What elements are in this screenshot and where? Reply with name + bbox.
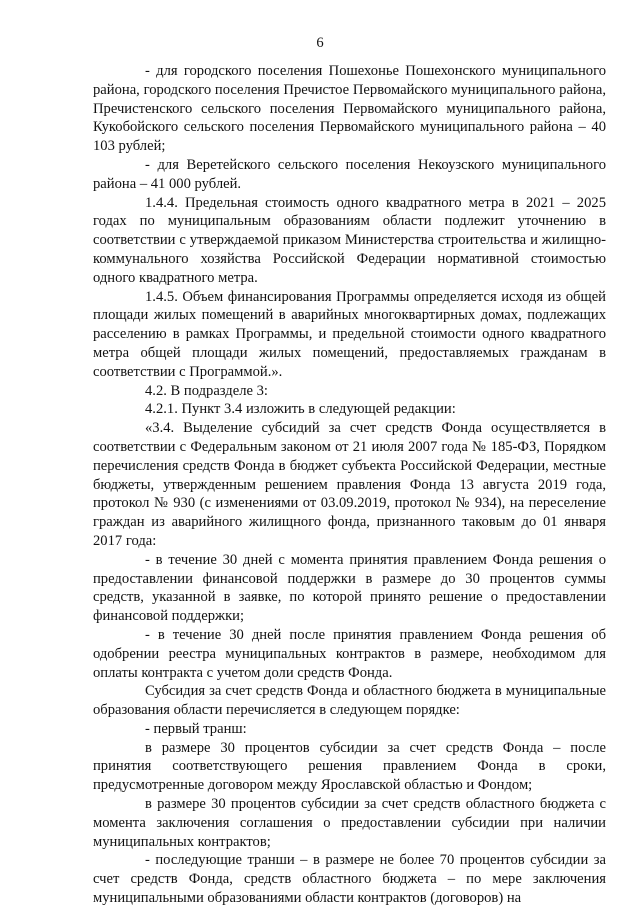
paragraph-4-2-1: 4.2.1. Пункт 3.4 изложить в следующей редакции: [145,401,456,418]
paragraph-first-tranche: - первый транш: [145,720,247,737]
paragraph-vereteyskoe-price: - для Веретейского сельского поселения Некоузского муниципального района – 41 000 рублей. [93,156,606,192]
paragraph-3-4: «3.4. Выделение субсидий за счет средств Фонда осуществляется в соответствии с Федеральным законом от 21 июля 2007 года № 185-ФЗ, Порядком перечисления средств Фонда в бюджет субъекта Российской Федерации, местные бюджеты, утвержденным решением правления Фонда 13 августа 2019 года, протокол № 930 (с изменениями от 03.09.2019, протокол № 934), на переселение граждан из аварийного жилищного фонда, признанного таковым до 01 января 2017 года: [93,420,606,549]
paragraph-subsidy-order: Субсидия за счет средств Фонда и областного бюджета в муниципальные образования области перечисляется в следующем порядке: [93,683,606,719]
paragraph-poshekhonye-price: - для городского поселения Пошехонье Пошехонского муниципального района, городского поселения Пречистое Первомайского муниципального района, Пречистенского сельского поселения Первомайского муниципального района, Кукобойского сельского поселения Первомайского муниципального района – 40 103 рублей; [93,63,606,155]
document-body [93,62,606,908]
paragraph-1-4-5: 1.4.5. Объем финансирования Программы определяется исходя из общей площади жилых помещений в аварийных многоквартирных домах, подлежащих расселению в рамках Программы, и предельной стоимости одного квадратного метра общей площади жилых помещений, предоставляемых гражданам в соответствии с Программой.». [93,288,606,380]
paragraph-regional-30-percent: в размере 30 процентов субсидии за счет средств областного бюджета с момента заключения соглашения о предоставлении субсидии при наличии муниципальных контрактов; [93,796,606,850]
page-number: 6 [316,35,324,51]
paragraph-within-30-days-decision: - в течение 30 дней с момента принятия правлением Фонда решения о предоставлении финансовой поддержки в размере до 30 процентов суммы средств, указанной в заявке, по которой принято решение о предоставлении финансовой поддержки; [93,551,606,625]
paragraph-subsequent-tranches: - последующие транши – в размере не более 70 процентов субсидии за счет средств Фонда, средств областного бюджета – по мере заключения муниципальными образованиями области контрактов (договоров) на [93,852,606,907]
paragraph-1-4-4: 1.4.4. Предельная стоимость одного квадратного метра в 2021 – 2025 годах по муниципальным образованиям области подлежит уточнению в соответствии с утверждаемой приказом Министерства строительства и жилищно-коммунального хозяйства Российской Федерации нормативной стоимостью одного квадратного метра. [93,194,606,286]
paragraph-fund-30-percent: в размере 30 процентов субсидии за счет средств Фонда – после принятия соответствующего решения правлением Фонда в сроки, предусмотренные договором между Ярославской областью и Фондом; [93,739,606,794]
paragraph-4-2: 4.2. В подразделе 3: [145,382,268,399]
paragraph-within-30-days-registry: - в течение 30 дней после принятия правлением Фонда решения об одобрении реестра муниципальных контрактов в размере, необходимом для оплаты контракта с учетом доли средств Фонда. [93,626,606,681]
